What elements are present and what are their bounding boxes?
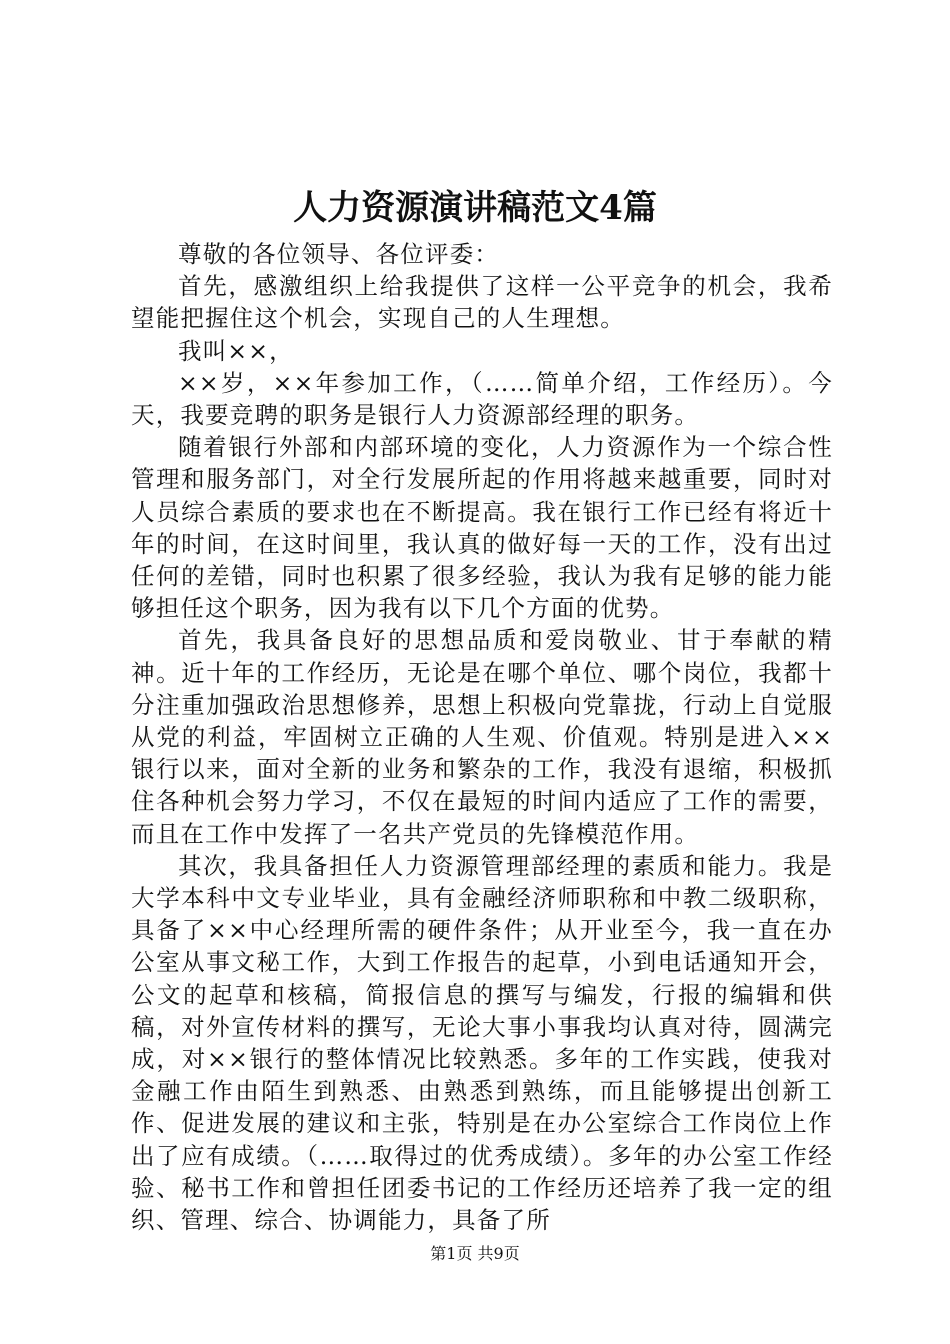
paragraph-second-advantage: 其次，我具备担任人力资源管理部经理的素质和能力。我是大学本科中文专业毕业，具有金融经济师职称和中教二级职称，具备了××中心经理所需的硬件条件；从开业至今，我一直在办公室从事文秘工作，大到工作报告的起草，小到电话通知开会，公文的起草和核稿，简报信息的撰写与编发，行报的编辑和供稿，对外宣传材料的撰写，无论大事小事我均认真对待，圆满完成，对××银行的整体情况比较熟悉。多年的工作实践，使我对金融工作由陌生到熟悉、由熟悉到熟练，而且能够提出创新工作、促进发展的建议和主张，特别是在办公室综合工作岗位上作出了应有成绩。（……取得过的优秀成绩）。多年的办公室工作经验、秘书工作和曾担任团委书记的工作经历还培养了我一定的组织、管理、综合、协调能力，具备了所 [131, 851, 833, 1235]
document-body [131, 238, 833, 1236]
paragraph-intro: ××岁，××年参加工作，（……简单介绍，工作经历）。今天，我要竞聘的职务是银行人力资源部经理的职务。 [131, 368, 833, 430]
paragraph-name: 我叫××， [178, 336, 294, 365]
paragraph-salutation: 尊敬的各位领导、各位评委： [178, 240, 500, 268]
paragraph-first-advantage: 首先，我具备良好的思想品质和爱岗敬业、甘于奉献的精神。近十年的工作经历，无论是在哪个单位、哪个岗位，我都十分注重加强政治思想修养，思想上积极向党靠拢，行动上自觉服从党的利益，牢固树立正确的人生观、价值观。特别是进入××银行以来，面对全新的业务和繁杂的工作，我没有退缩，积极抓住各种机会努力学习，不仅在最短的时间内适应了工作的需要，而且在工作中发挥了一名共产党员的先锋模范作用。 [131, 626, 833, 848]
page-footer: 第1页 共9页 [430, 1244, 520, 1263]
paragraph-background: 随着银行外部和内部环境的变化，人力资源作为一个综合性管理和服务部门，对全行发展所起的作用将越来越重要，同时对人员综合素质的要求也在不断提高。我在银行工作已经有将近十年的时间，在这时间里，我认真的做好每一天的工作，没有出过任何的差错，同时也积累了很多经验，我认为我有足够的能力能够担任这个职务，因为我有以下几个方面的优势。 [131, 433, 833, 623]
paragraph-thanks: 首先，感激组织上给我提供了这样一公平竞争的机会，我希望能把握住这个机会，实现自己的人生理想。 [131, 272, 833, 333]
document-title: 人力资源演讲稿范文4篇 [293, 188, 657, 228]
